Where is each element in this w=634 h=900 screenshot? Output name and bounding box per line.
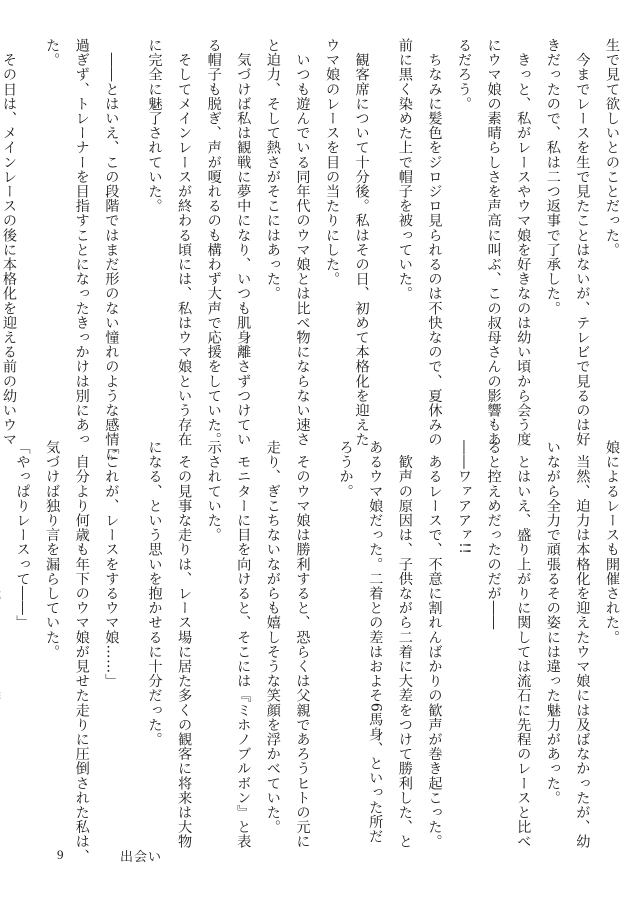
text-line: る帽子も脱ぎ、声が嗄れるのも構わず大声で応援をしていた。 — [205, 38, 222, 447]
text-line: モニターに目を向けると、そこには『ミホノブルボン』と表 — [235, 440, 252, 849]
text-line: ――ワァアアァ!! — [456, 440, 473, 555]
text-line: ――とはいえ、この段階ではまだ形のない憧れのような感情に — [103, 38, 120, 462]
text-line: にウマ娘の素晴らしさを声高に叫ぶ、この叔母さんの影響もあ — [485, 38, 502, 447]
text-line: 「これが、レースをするウマ娘……」 — [103, 440, 120, 689]
text-line: ろうか。 — [337, 440, 354, 499]
text-line: その見事な走りは、レース場に居た多くの観客に将来は大物 — [176, 440, 193, 849]
text-line: 「やっぱりレースって――」 — [14, 440, 31, 630]
text-line: と迫力、そして熱さがそこにはあった。 — [264, 38, 281, 301]
chapter-title: 出会い — [120, 850, 163, 865]
text-line: そしてメインレースが終わる頃には、私はウマ娘という存在 — [176, 38, 193, 447]
text-line: あるウマ娘だった。二着との差はおよそ6馬身、といった所だ — [367, 440, 384, 844]
text-line: 気づけば独り言を漏らしていた。 — [44, 440, 61, 659]
text-line: ると控えめだったのだが―― — [485, 440, 502, 630]
text-line: ちなみに髪色をジロジロ見られるのは不快なので、夏休みの — [426, 38, 443, 447]
text-line: 走り、ぎこちないながらも嬉しそうな笑顔を浮かべていた。 — [264, 440, 281, 835]
text-line: 今までレースを生で見たことはないが、テレビで見るのは好 — [574, 38, 591, 447]
text-line: に完全に魅了されていた。 — [146, 38, 163, 214]
text-line: になる、という思いを抱かせるに十分だった。 — [146, 440, 163, 747]
text-line: 生で見て欲しいとのことだった。 — [604, 38, 620, 257]
text-line: 示されていた。 — [205, 440, 222, 543]
text-line: いつも遊んでいる同年代のウマ娘とは比べ物にならない速さ — [294, 38, 311, 447]
text-line: 観客席について十分後。私はその日、初めて本格化を迎えた — [353, 38, 370, 447]
text-line: きだったので、私は二つ返事で了承した。 — [544, 38, 561, 316]
text-line: るだろう。 — [456, 38, 473, 111]
text-line: 歓声の原因は、子供ながら二着に大差をつけて勝利した、と — [396, 440, 413, 849]
text-line: 気づけば私は観戦に夢中になり、いつも肌身離さずつけてい — [235, 38, 252, 447]
page-number: 9 — [57, 847, 64, 862]
text-line: 娘によるレースも開催された。 — [604, 440, 620, 645]
text-line: 自分より何歳も年下のウマ娘が見せた走りに圧倒された私は、 — [73, 440, 90, 864]
text-line: ウマ娘のレースを目の当たりにした。 — [324, 38, 341, 287]
upper-text-block — [0, 38, 620, 462]
text-line: そのウマ娘は勝利すると、恐らくは父親であろうヒトの元に — [294, 440, 311, 849]
text-line: きっと、私がレースやウマ娘を好きなのは幼い頃から会う度 — [515, 38, 532, 447]
text-line: 過ぎず、トレーナーを目指すことになったきっかけは別にあっ — [73, 38, 90, 447]
text-line: あるレースで、不意に割れんばかりの歓声が巻き起こった。 — [426, 440, 443, 849]
text-line: 当然、迫力は本格化を迎えたウマ娘には及ばなかったが、幼 — [574, 440, 591, 849]
text-line: その日は、メインレースの後に本格化を迎える前の幼いウマ — [0, 38, 17, 447]
text-line: た。 — [44, 38, 61, 68]
text-line: いながら全力で頑張るその姿には違った魅力があった。 — [544, 440, 561, 805]
text-line: とはいえ、盛り上がりに関しては流石に先程のレースと比べ — [515, 440, 532, 849]
text-line — [0, 440, 1, 790]
text-line: 前に黒く染めた上で帽子を被っていた。 — [396, 38, 413, 301]
